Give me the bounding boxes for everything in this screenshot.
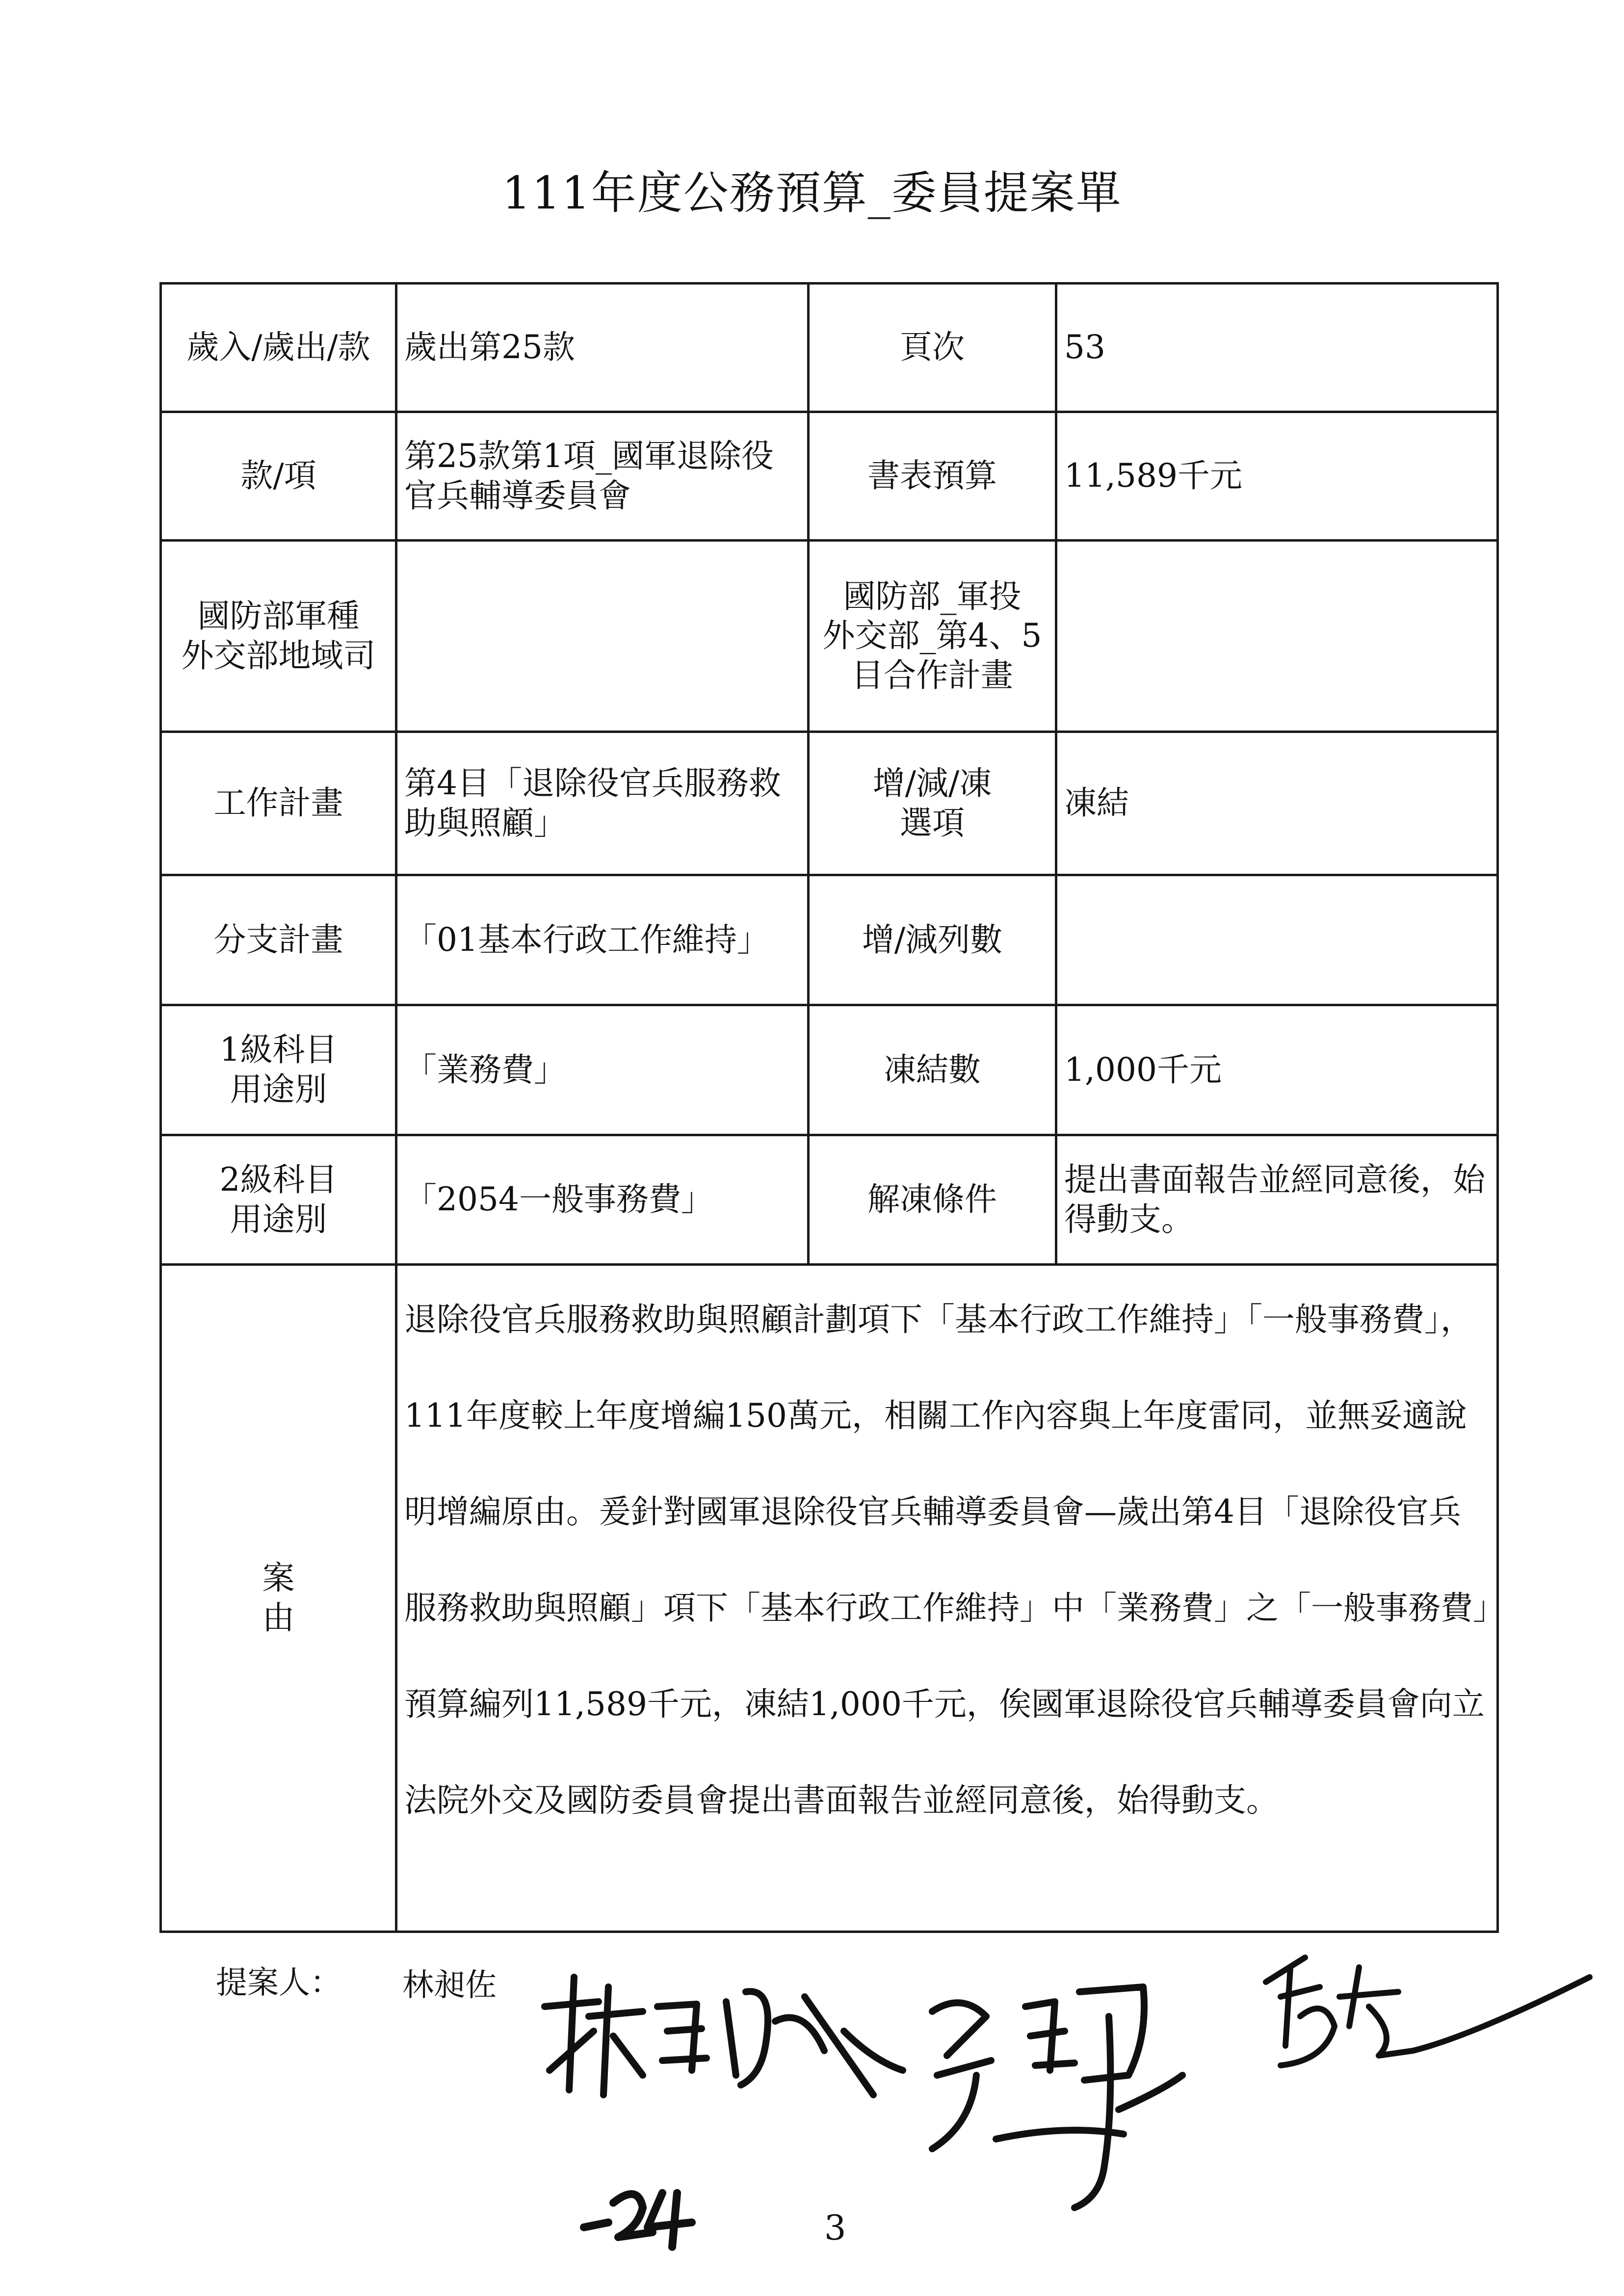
form-title: 111年度公務預算_委員提案單 [502,167,1122,219]
field-label: 解凍條件 [809,1135,1056,1265]
field-value: 凍結 [1056,732,1498,875]
form-row-reason [161,1265,1498,1932]
field-value: 「01基本行政工作維持」 [396,875,809,1005]
form-row [161,875,1498,1005]
field-label: 頁次 [809,284,1056,412]
field-label: 國防部_軍投 外交部_第4、5 目合作計畫 [809,541,1056,732]
field-value: 1,000千元 [1056,1005,1498,1135]
field-label: 2級科目 用途別 [161,1135,396,1265]
form-row [161,1135,1498,1265]
form-row [161,732,1498,875]
field-value: 歲出第25款 [396,284,809,412]
field-label: 增/減/凍 選項 [809,732,1056,875]
field-label: 增/減列數 [809,875,1056,1005]
field-value [1056,875,1498,1005]
field-label: 1級科目 用途別 [161,1005,396,1135]
form-row [161,541,1498,732]
reason-text: 退除役官兵服務救助與照顧計劃項下「基本行政工作維持」「一般事務費」，111年度較上年度增編150萬元，相關工作內容與上年度雷同，並無妥適說明增編原由。爰針對國軍退除役官兵輔導委員會—歲出第4目「退除役官兵服務救助與照顧」項下「基本行政工作維持」中「業務費」之「一般事務費」預算編列11,589千元，凍結1,000千元，俟國軍退除役官兵輔導委員會向立法院外交及國防委員會提出書面報告並經同意後，始得動支。 [396,1265,1498,1932]
field-value: 提出書面報告並經同意後，始得動支。 [1056,1135,1498,1265]
handwritten-signature-2 [917,1962,1192,2237]
field-value [396,541,809,732]
reason-label: 案由 [161,1265,396,1932]
handwritten-number-mark [579,2173,716,2252]
form-row [161,412,1498,541]
handwritten-signature-1 [530,1948,913,2114]
proposer-name: 林昶佐 [402,1967,497,2004]
field-label: 款/項 [161,412,396,541]
field-label: 書表預算 [809,412,1056,541]
field-label: 凍結數 [809,1005,1056,1135]
field-value: 第4目「退除役官兵服務救助與照顧」 [396,732,809,875]
proposal-form-table [159,282,1499,1933]
form-row [161,1005,1498,1135]
proposer-label: 提案人： [216,1965,341,2001]
field-label: 工作計畫 [161,732,396,875]
field-value: 11,589千元 [1056,412,1498,541]
form-row [161,284,1498,412]
field-label: 歲入/歲出/款 [161,284,396,412]
field-label: 分支計畫 [161,875,396,1005]
field-value: 「2054一般事務費」 [396,1135,809,1265]
field-value: 「業務費」 [396,1005,809,1135]
page-number: 3 [824,2208,846,2248]
field-value [1056,541,1498,732]
field-value: 53 [1056,284,1498,412]
field-value: 第25款第1項_國軍退除役官兵輔導委員會 [396,412,809,541]
handwritten-signature-3 [1251,1938,1595,2075]
field-label: 國防部軍種 外交部地域司 [161,541,396,732]
